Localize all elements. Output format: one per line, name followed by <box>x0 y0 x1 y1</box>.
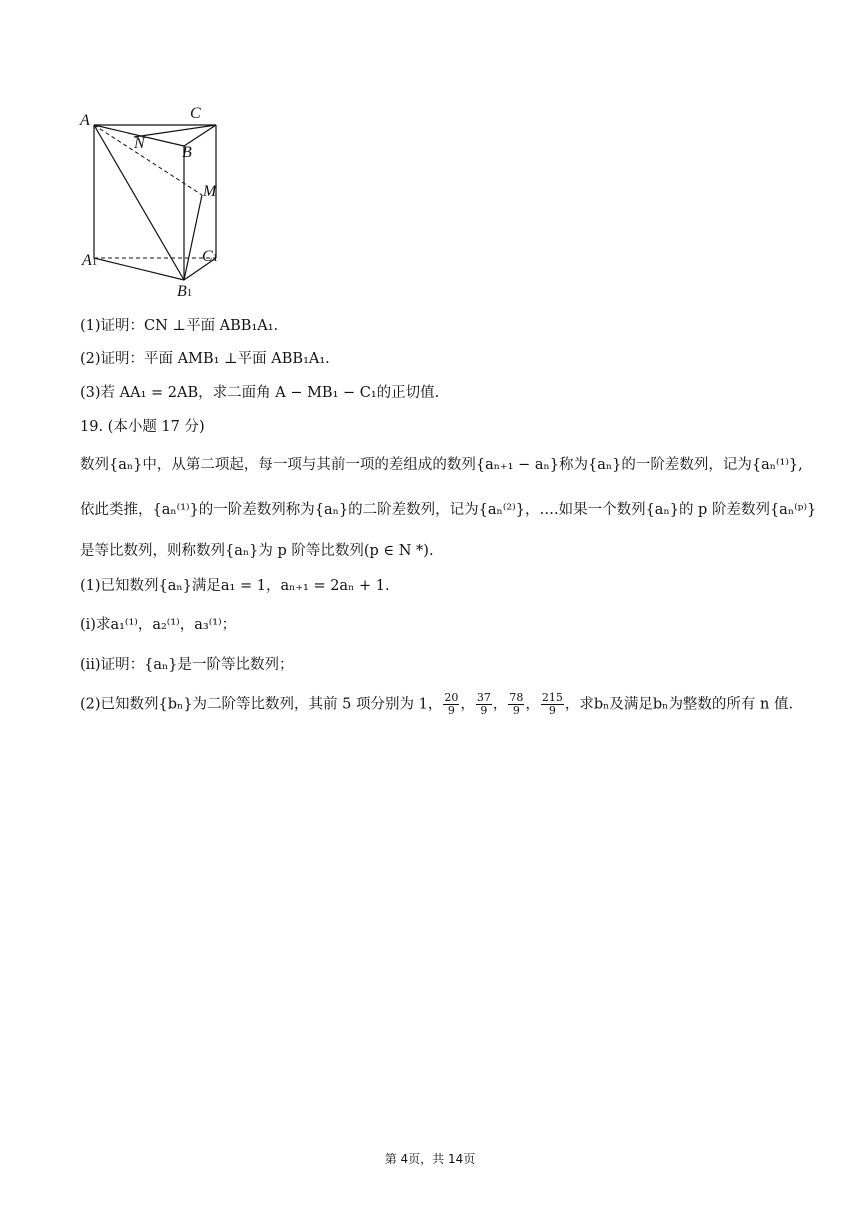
fraction-4: $\frac{215}{9}$ <box>541 691 563 717</box>
q18-part3: (3)若 AA₁ = 2AB，求二面角 A − MB₁ − C₁的正切值. <box>80 385 440 401</box>
page-footer: 第 4页，共 14页 <box>384 1152 476 1166</box>
prism-figure <box>70 100 240 310</box>
q19-part2: (2)已知数列{bₙ}为二阶等比数列，其前 5 项分别为 1， $\frac{20}{9}$ ， $\frac{37}{9}$ ， $\frac{78}{9}$ ， $\frac{215}{9}$ ，求bₙ及满足bₙ为整数的所有 n 值. <box>80 691 794 717</box>
q19-header: 19. (本小题 17 分) <box>80 419 205 435</box>
label-A: A <box>80 112 90 129</box>
q19-part2-suffix: ，求bₙ及满足bₙ为整数的所有 n 值. <box>564 696 794 713</box>
q19-part1-ii: (ⅱ)证明：{aₙ}是一阶等比数列； <box>80 657 294 673</box>
q19-part1-i: (ⅰ)求a₁⁽¹⁾，a₂⁽¹⁾，a₃⁽¹⁾； <box>80 617 237 633</box>
label-B: B <box>182 144 192 161</box>
q19-intro-line1: 数列{aₙ}中，从第二项起，每一项与其前一项的差组成的数列{aₙ₊₁ − aₙ}称为{aₙ}的一阶差数列，记为{aₙ⁽¹⁾}, <box>80 457 803 473</box>
label-B1: B1 <box>177 283 193 300</box>
fraction-2: $\frac{37}{9}$ <box>476 691 491 717</box>
fraction-1: $\frac{20}{9}$ <box>444 691 459 717</box>
label-C: C <box>190 105 201 122</box>
q19-intro-line3: 是等比数列，则称数列{aₙ}为 p 阶等比数列(p ∈ N *). <box>80 543 434 559</box>
q18-part1: (1)证明：CN ⊥平面 ABB₁A₁. <box>80 318 279 334</box>
label-A1: A1 <box>82 252 98 269</box>
label-C1: C1 <box>202 248 219 265</box>
fraction-3: $\frac{78}{9}$ <box>509 691 524 717</box>
label-M: M <box>203 183 217 200</box>
q19-part1: (1)已知数列{aₙ}满足a₁ = 1，aₙ₊₁ = 2aₙ + 1. <box>80 578 390 594</box>
label-N: N <box>134 135 145 152</box>
q19-part2-prefix: (2)已知数列{bₙ}为二阶等比数列，其前 5 项分别为 1， <box>80 696 443 713</box>
q19-intro-line2: 依此类推，{aₙ⁽¹⁾}的一阶差数列称为{aₙ}的二阶差数列，记为{aₙ⁽²⁾}，….如果一个数列{aₙ}的 p 阶差数列{aₙ⁽ᵖ⁾} <box>80 502 817 518</box>
q18-part2: (2)证明：平面 AMB₁ ⊥平面 ABB₁A₁. <box>80 351 330 367</box>
